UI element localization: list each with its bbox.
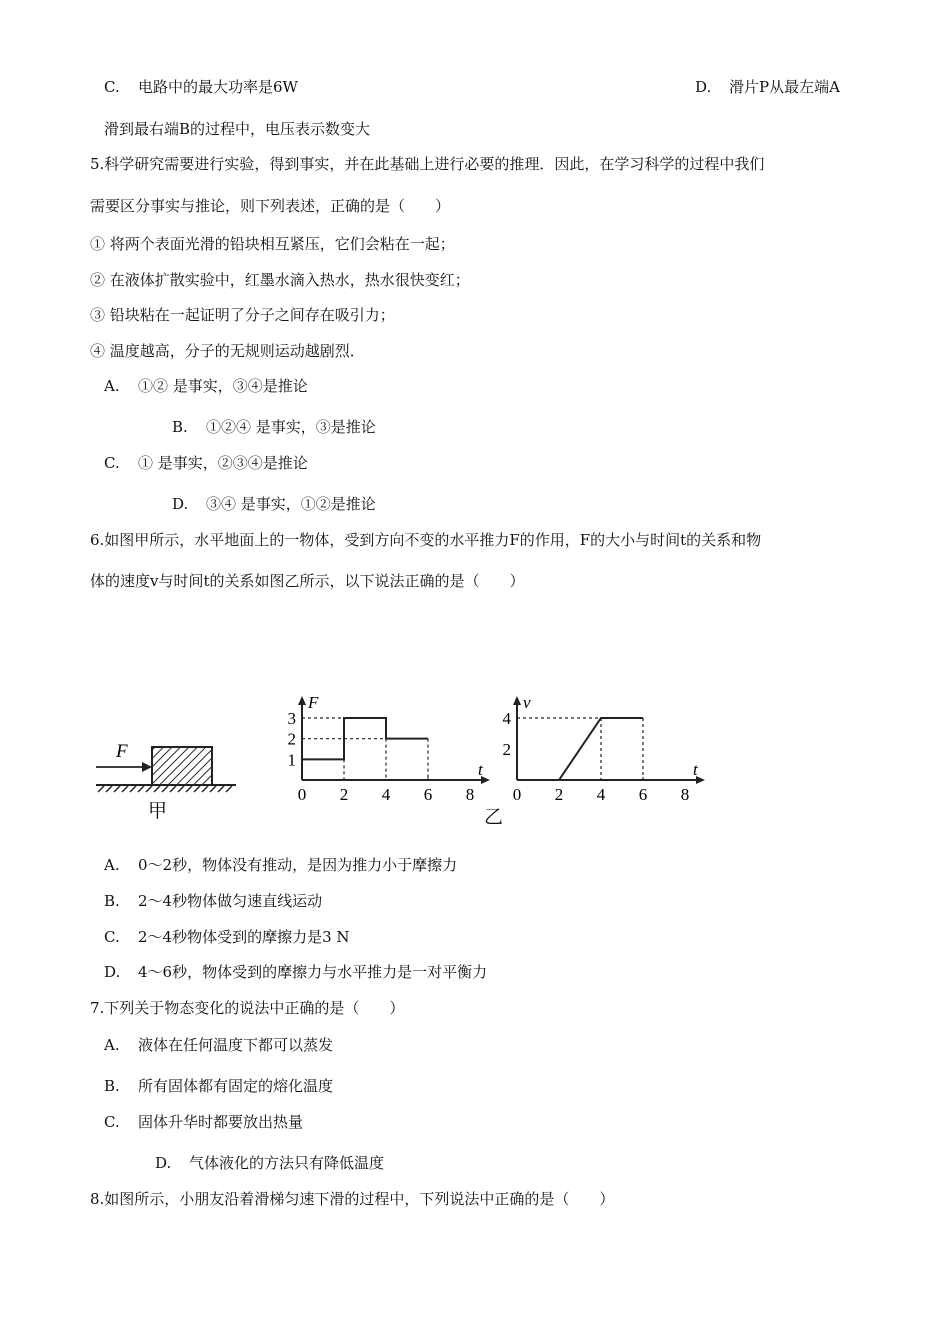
chart-force-time bbox=[280, 690, 490, 805]
y-tick-label-2: 2 bbox=[287, 729, 296, 749]
q6-option-a: A. 0～2秒，物体没有推动，是因为推力小于摩擦力 bbox=[104, 856, 458, 874]
q6-stem-line1: 6.如图甲所示，水平地面上的一物体，受到方向不变的水平推力F的作用，F的大小与时间t的关系和物 bbox=[90, 531, 762, 549]
q7-option-c: C. 固体升华时都要放出热量 bbox=[104, 1113, 304, 1131]
y-tick-label-1: 1 bbox=[287, 750, 296, 770]
y-axis-arrowhead bbox=[298, 696, 306, 705]
q5-statement-3: ③ 铅块粘在一起证明了分子之间存在吸引力； bbox=[90, 306, 395, 324]
y-axis-label: F bbox=[308, 693, 319, 712]
figure-yi-label: 乙 bbox=[484, 806, 504, 828]
q7-option-d: D. 气体液化的方法只有降低温度 bbox=[155, 1154, 385, 1172]
q5-statement-2: ② 在液体扩散实验中，红墨水滴入热水，热水很快变红； bbox=[90, 271, 470, 289]
q4-option-d: D. 滑片P从最左端A bbox=[695, 78, 840, 96]
x-tick-label-0: 0 bbox=[512, 785, 522, 804]
x-tick-label-6: 6 bbox=[638, 785, 648, 804]
figure-jia bbox=[90, 735, 250, 830]
x-tick-label-4: 4 bbox=[381, 785, 391, 804]
q6-stem-line2: 体的速度v与时间t的关系如图乙所示，以下说法正确的是（ ） bbox=[90, 572, 525, 590]
q5-statement-4: ④ 温度越高，分子的无规则运动越剧烈． bbox=[90, 342, 365, 360]
q5-statement-1: ① 将两个表面光滑的铅块相互紧压，它们会粘在一起； bbox=[90, 235, 455, 253]
x-tick-label-6: 6 bbox=[423, 785, 433, 804]
q5-option-b: B. ①②④ 是事实，③是推论 bbox=[172, 418, 376, 436]
x-tick-label-2: 2 bbox=[339, 785, 349, 804]
q7-option-a: A. 液体在任何温度下都可以蒸发 bbox=[104, 1036, 334, 1054]
y-tick-label-3: 3 bbox=[287, 709, 296, 728]
x-axis-label: t bbox=[478, 760, 483, 779]
series-line bbox=[517, 718, 643, 780]
block bbox=[152, 747, 212, 785]
q8-stem: 8.如图所示，小朋友沿着滑梯匀速下滑的过程中，下列说法中正确的是（ ） bbox=[90, 1190, 615, 1208]
x-tick-label-0: 0 bbox=[297, 785, 307, 804]
force-label: F bbox=[116, 741, 128, 762]
y-tick-label-2: 2 bbox=[502, 740, 511, 759]
x-axis-label: t bbox=[693, 760, 698, 779]
q6-option-b: B. 2～4秒物体做匀速直线运动 bbox=[104, 892, 323, 910]
x-tick-label-4: 4 bbox=[596, 785, 606, 804]
q5-stem-line1: 5.科学研究需要进行实验，得到事实，并在此基础上进行必要的推理．因此，在学习科学的过程中我们 bbox=[90, 155, 765, 173]
x-tick-label-2: 2 bbox=[554, 785, 564, 804]
x-tick-label-8: 8 bbox=[680, 785, 690, 804]
y-axis-label: v bbox=[523, 693, 531, 712]
figure-jia-label: 甲 bbox=[148, 801, 168, 822]
ground-hatching bbox=[98, 786, 232, 792]
q6-option-c: C. 2～4秒物体受到的摩擦力是3 N bbox=[104, 928, 350, 946]
q7-option-b: B. 所有固体都有固定的熔化温度 bbox=[104, 1077, 334, 1095]
q4-option-c: C. 电路中的最大功率是6W bbox=[104, 78, 298, 96]
q5-stem-line2: 需要区分事实与推论，则下列表述，正确的是（ ） bbox=[90, 197, 451, 215]
y-tick-label-4: 4 bbox=[502, 709, 511, 728]
y-axis-arrowhead bbox=[513, 696, 521, 705]
x-tick-label-8: 8 bbox=[465, 785, 475, 804]
q7-stem: 7.下列关于物态变化的说法中正确的是（ ） bbox=[90, 999, 405, 1017]
force-arrowhead bbox=[142, 762, 152, 772]
q5-option-d: D. ③④ 是事实，①②是推论 bbox=[172, 495, 376, 513]
q5-option-c: C. ① 是事实，②③④是推论 bbox=[104, 454, 308, 472]
chart-velocity-time bbox=[495, 690, 705, 805]
q4-option-d-continued: 滑到最右端B的过程中，电压表示数变大 bbox=[104, 120, 371, 138]
q6-option-d: D. 4～6秒，物体受到的摩擦力与水平推力是一对平衡力 bbox=[104, 963, 488, 981]
q5-option-a: A. ①② 是事实，③④是推论 bbox=[104, 377, 308, 395]
